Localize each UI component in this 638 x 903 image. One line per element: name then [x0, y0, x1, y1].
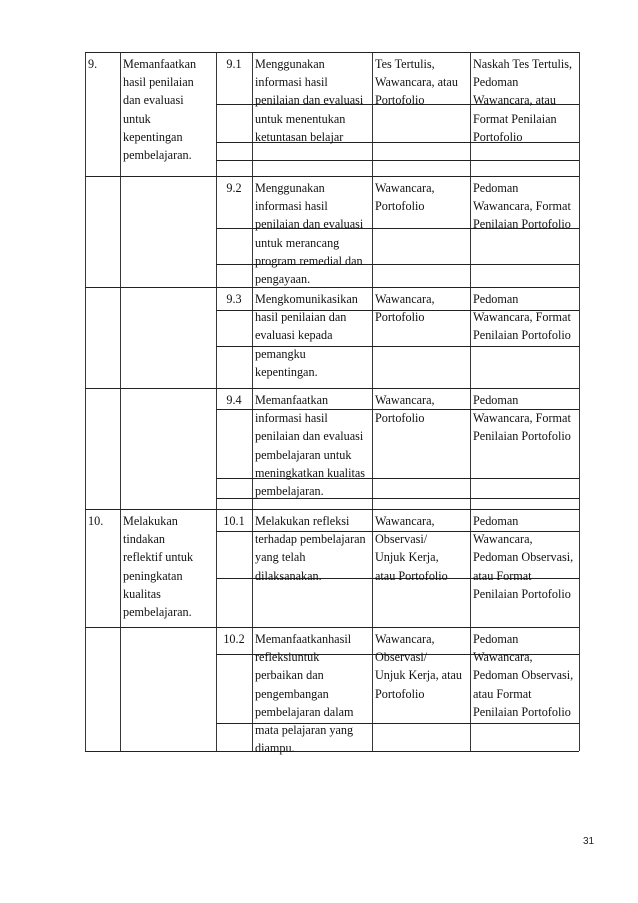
cell-indicator-no: 9.4 [226, 393, 242, 407]
cell-technique: Wawancara, Observasi/ Unjuk Kerja, atau Portofolio [375, 514, 448, 583]
cell-instrument: Naskah Tes Tertulis, Pedoman Wawancara, atau Format Penilaian Portofolio [473, 57, 573, 144]
cell-technique: Wawancara, Portofolio [375, 292, 435, 325]
page-number: 31 [583, 836, 595, 847]
cell-technique: Wawancara, Portofolio [375, 393, 435, 426]
cell-instrument: Pedoman Wawancara, Format Penilaian Portofolio [473, 292, 571, 343]
cell-instrument: Pedoman Wawancara, Format Penilaian Portofolio [473, 393, 571, 444]
cell-competency-no: 9. [88, 57, 98, 71]
cell-indicator: Mengkomunikasikan hasil penilaian dan evaluasi kepada pemangku kepentingan. [255, 292, 358, 379]
cell-instrument: Pedoman Wawancara, Pedoman Observasi, atau Format Penilaian Portofolio [473, 514, 574, 601]
cell-instrument: Pedoman Wawancara, Format Penilaian Portofolio [473, 181, 571, 232]
cell-competency-no: 10. [88, 514, 104, 528]
cell-indicator: Memanfaatkan informasi hasil penilaian dan evaluasi pembelajaran untuk meningkatkan kualitas pembelajaran. [255, 393, 365, 499]
cell-indicator: Melakukan refleksi terhadap pembelajaran yang telah dilaksanakan. [255, 514, 366, 583]
cell-indicator-no: 9.1 [226, 57, 242, 71]
cell-technique: Wawancara, Observasi/ Unjuk Kerja, atau Portofolio [375, 632, 462, 701]
cell-indicator-no: 9.3 [226, 292, 242, 306]
cell-technique: Wawancara, Portofolio [375, 181, 435, 214]
cell-indicator-no: 10.2 [223, 632, 245, 646]
cell-indicator: Menggunakan informasi hasil penilaian dan evaluasi untuk menentukan ketuntasan belajar [255, 57, 364, 144]
cell-indicator: Menggunakan informasi hasil penilaian dan evaluasi untuk merancang program remedial dan pengayaan. [255, 181, 364, 287]
cell-technique: Tes Tertulis, Wawancara, atau Portofolio [375, 57, 458, 108]
cell-instrument: Pedoman Wawancara, Pedoman Observasi, atau Format Penilaian Portofolio [473, 632, 574, 719]
cell-indicator: Memanfaatkanhasil refleksiuntuk perbaikan dan pengembangan pembelajaran dalam mata pelajaran yang diampu. [255, 632, 354, 756]
cell-competency: Melakukan tindakan reflektif untuk peningkatan kualitas pembelajaran. [123, 514, 194, 620]
cell-indicator-no: 9.2 [226, 181, 242, 195]
cell-indicator-no: 10.1 [223, 514, 245, 528]
cell-competency: Memanfaatkan hasil penilaian dan evaluasi untuk kepentingan pembelajaran. [123, 57, 197, 163]
